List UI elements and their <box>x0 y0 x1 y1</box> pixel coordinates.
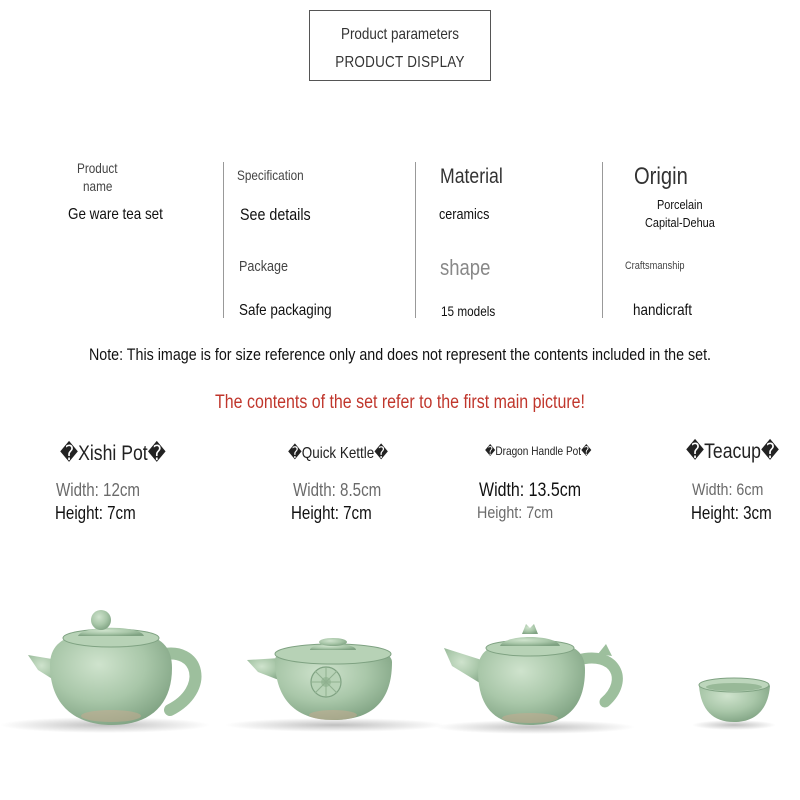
product-name-teacup: �Teacup� <box>686 440 780 463</box>
origin-value-line2: Capital-Dehua <box>645 215 715 230</box>
package-label: Package <box>239 258 289 275</box>
product-height: Height: 3cm <box>691 503 772 523</box>
product-name-value: Ge ware tea set <box>68 206 163 223</box>
product-height: Height: 7cm <box>55 503 136 523</box>
craftsmanship-value: handicraft <box>633 302 693 319</box>
dragon-handle-pot-image <box>435 624 635 734</box>
column-divider <box>223 162 224 318</box>
size-reference-note: Note: This image is for size reference only and does not represent the contents included in the set. <box>88 345 712 364</box>
package-value: Safe packaging <box>239 302 332 319</box>
product-name-xishi-pot: �Xishi Pot� <box>60 442 166 465</box>
material-value: ceramics <box>439 206 490 223</box>
header-box <box>309 10 491 81</box>
origin-value-line1: Porcelain <box>657 197 703 212</box>
quick-kettle-image <box>225 638 445 732</box>
craftsmanship-label: Craftsmanship <box>625 260 685 272</box>
product-width: Width: 8.5cm <box>293 480 382 500</box>
header-title: Product parameters <box>340 26 460 43</box>
product-name-dragon-handle-pot: �Dragon Handle Pot� <box>485 444 592 458</box>
column-divider <box>602 162 603 318</box>
teaware-illustrations <box>0 570 800 750</box>
xishi-pot-image <box>0 610 210 733</box>
product-width: Width: 6cm <box>692 480 764 499</box>
product-name-quick-kettle: �Quick Kettle� <box>288 445 389 462</box>
shape-value: 15 models <box>441 303 496 319</box>
specification-label: Specification <box>237 167 304 183</box>
specification-value: See details <box>240 205 311 224</box>
column-divider <box>415 162 416 318</box>
contents-note: The contents of the set refer to the first main picture! <box>215 392 585 413</box>
product-width: Width: 13.5cm <box>479 480 582 501</box>
product-height: Height: 7cm <box>291 503 372 523</box>
product-height: Height: 7cm <box>477 503 554 522</box>
origin-label: Origin <box>634 163 688 190</box>
teacup-image <box>692 678 776 730</box>
shape-label: shape <box>440 255 491 280</box>
product-name-label-2: name <box>83 178 113 194</box>
header-subtitle: PRODUCT DISPLAY <box>335 54 465 71</box>
product-width: Width: 12cm <box>56 480 141 500</box>
material-label: Material <box>440 165 503 188</box>
product-name-label: Product <box>77 160 118 176</box>
